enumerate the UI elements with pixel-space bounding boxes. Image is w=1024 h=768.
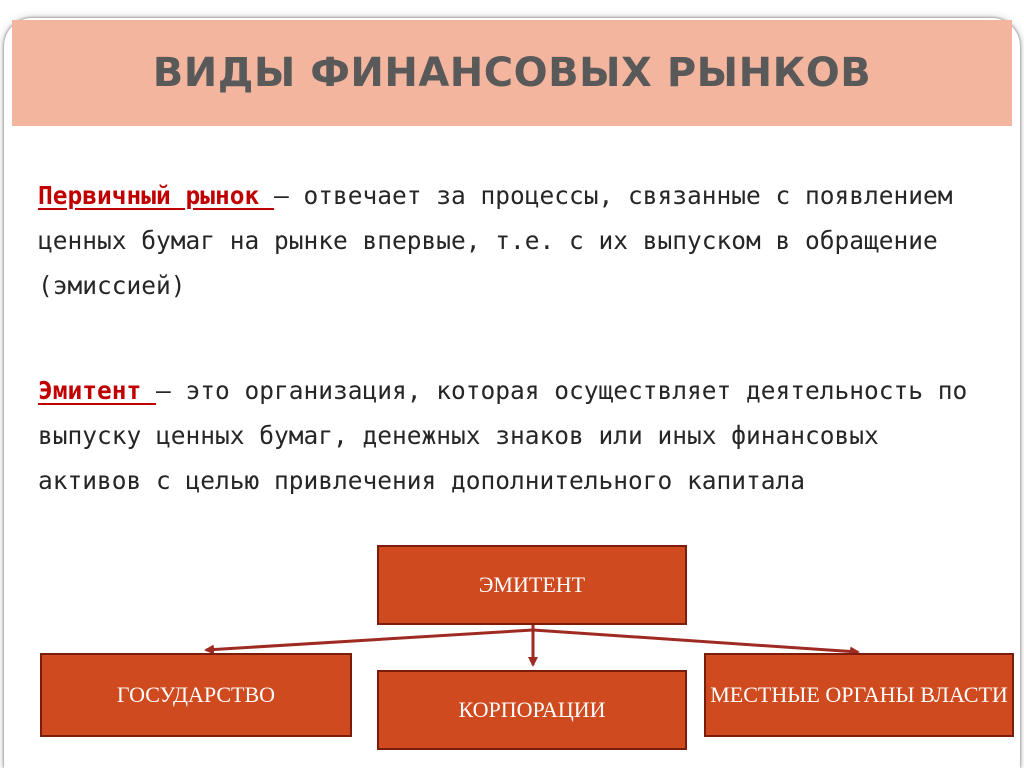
definition-emitent-text: — это организация, которая осуществляет деятельность по выпуску ценных бумаг, денежных знаков или иных финансовых активов с целью привлечения дополнительного капитала — [38, 376, 968, 495]
slide-title: ВИДЫ ФИНАНСОВЫХ РЫНКОВ — [152, 50, 872, 96]
arrow-to-state — [206, 630, 533, 650]
node-state: ГОСУДАРСТВО — [40, 653, 352, 737]
definition-primary-market-text: – отвечает за процессы, связанные с появлением ценных бумаг на рынке впервые, т.е. с их выпуском в обращение (эмиссией) — [38, 181, 953, 300]
node-local-authorities: МЕСТНЫЕ ОРГАНЫ ВЛАСТИ — [704, 653, 1014, 737]
node-corporations: КОРПОРАЦИИ — [377, 670, 687, 750]
node-emitent: ЭМИТЕНТ — [377, 545, 687, 625]
term-emitent: Эмитент — [38, 376, 157, 405]
arrow-to-local-authorities — [533, 630, 858, 652]
term-primary-market: Первичный рынок — [38, 181, 275, 210]
